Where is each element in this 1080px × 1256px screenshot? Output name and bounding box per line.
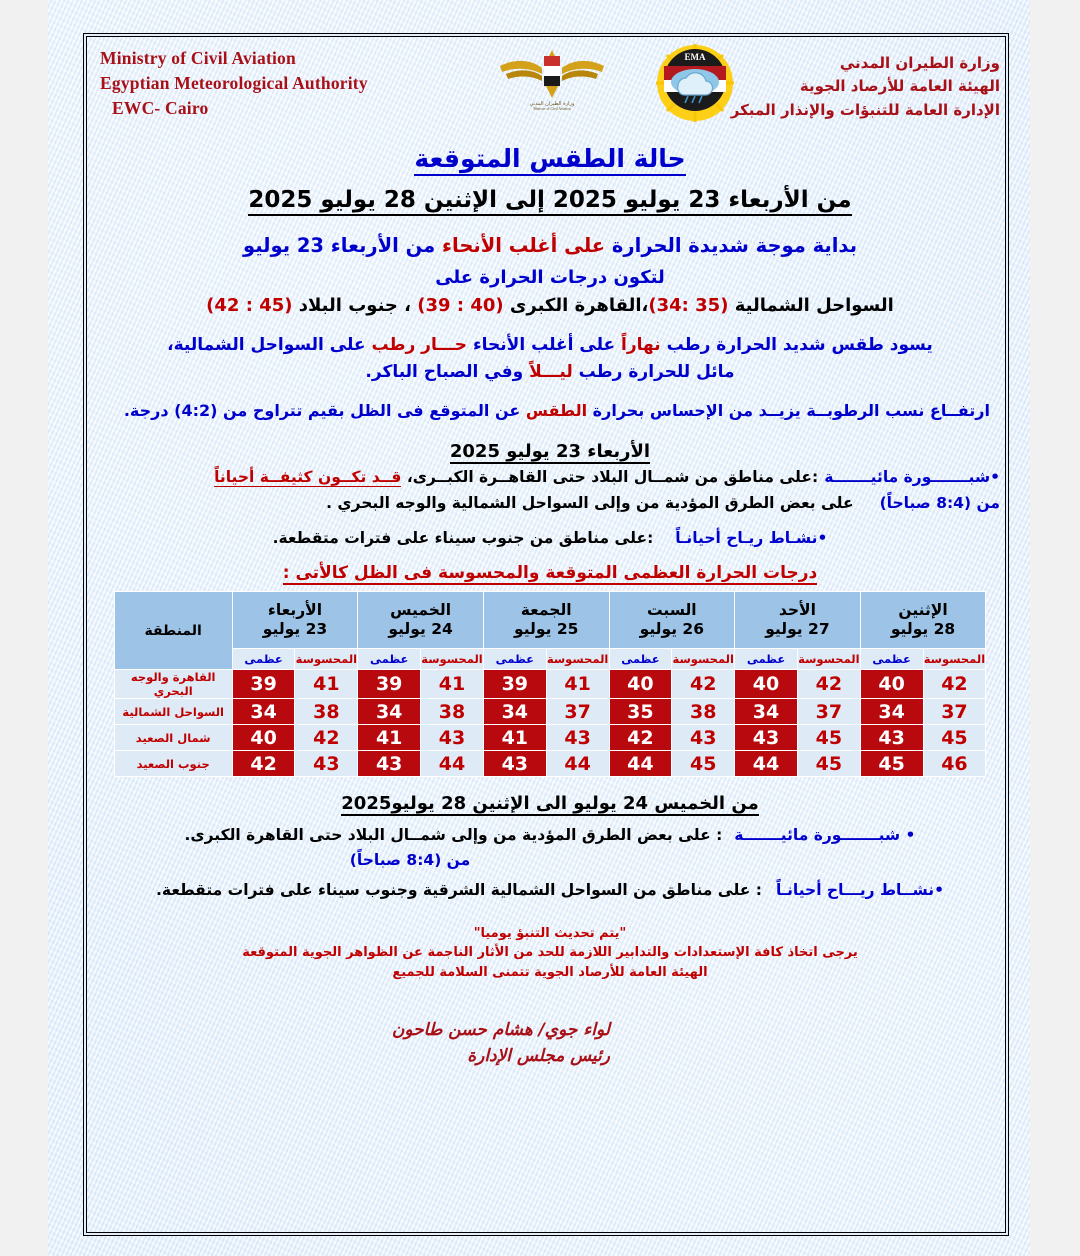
desc-l2-b: وفي الصباح الباكر.: [365, 361, 530, 382]
felt-temp-r3-d1: 44: [421, 751, 484, 777]
max-temp-r1-d1: 34: [358, 699, 421, 725]
range-south-value: (45 : 42): [206, 295, 293, 317]
range-cairo-value: (40 : 39): [417, 295, 504, 317]
day-date-2: 25 يوليو: [514, 620, 579, 639]
subheader-max-day-5: عظمى: [860, 649, 923, 670]
felt-temp-r3-d2: 44: [546, 751, 609, 777]
max-temp-r2-d4: 43: [735, 725, 798, 751]
day2-fog-row: [100, 824, 1000, 846]
table-day-header-3: [609, 592, 735, 649]
day1-fog-value-a: :على مناطق من شمــال البلاد حتى القاهــرة الكبــرى،: [401, 467, 819, 486]
forecast-date-range-text: من الأربعاء 23 يوليو 2025 إلى الإثنين 28 يوليو 2025: [248, 187, 851, 216]
table-row: [114, 751, 986, 777]
felt-temp-r3-d0: 43: [295, 751, 358, 777]
max-temp-r0-d3: 40: [609, 670, 672, 699]
range-south-label: ، جنوب البلاد: [292, 295, 418, 317]
max-temp-r2-d3: 42: [609, 725, 672, 751]
day2-fog-time-row: [100, 849, 1000, 871]
day-name-0: الأربعاء: [267, 600, 323, 619]
day2-wind-label: •نشــاط ريـــاح أحيانـاً: [775, 881, 944, 900]
document-page: [48, 0, 1030, 1256]
svg-text:Ministry of Civil Aviation: Ministry of Civil Aviation: [533, 107, 571, 110]
temperature-ranges: [100, 295, 1000, 316]
desc-l2-a: مائل للحرارة رطب: [572, 361, 735, 382]
desc-l1-b: على أغلب الأنحاء: [467, 335, 622, 356]
day1-wind-row: [100, 527, 1000, 549]
felt-temp-r1-d1: 38: [421, 699, 484, 725]
table-subheader-row: [114, 649, 986, 670]
max-temp-r2-d1: 41: [358, 725, 421, 751]
day-date-1: 24 يوليو: [388, 620, 453, 639]
table-day-header-5: [860, 592, 986, 649]
max-temp-r1-d2: 34: [483, 699, 546, 725]
max-temp-r3-d1: 43: [358, 751, 421, 777]
weather-description-line2: [100, 359, 1000, 385]
max-temp-r3-d3: 44: [609, 751, 672, 777]
day-date-4: 27 يوليو: [765, 620, 830, 639]
footer-note: [100, 924, 1000, 983]
max-temp-r2-d5: 43: [860, 725, 923, 751]
table-row: [114, 725, 986, 751]
subheader-felt-day-5: المحسوسة: [923, 649, 986, 670]
felt-temp-r2-d1: 43: [421, 725, 484, 751]
subheader-max-day-0: عظمى: [232, 649, 295, 670]
signature-title: رئيس مجلس الإدارة: [467, 1045, 610, 1066]
subheader-max-day-1: عظمى: [358, 649, 421, 670]
day-date-0: 23 يوليو: [262, 620, 328, 639]
felt-temp-r2-d4: 45: [797, 725, 860, 751]
max-temp-r3-d5: 45: [860, 751, 923, 777]
weather-description: [100, 332, 1000, 385]
table-day-header-2: [483, 592, 609, 649]
page-title: [100, 144, 1000, 173]
max-temp-r1-d0: 34: [232, 699, 295, 725]
day1-fog-line2: على بعض الطرق المؤدية من وإلى السواحل الشمالية والوجه البحري .: [326, 494, 854, 513]
footer-note-line-3: الهيئة العامة للأرصاد الجوية تتمنى السلامة للجميع: [392, 964, 708, 980]
day-name-2: الجمعة: [520, 600, 572, 619]
page-title-text: حالة الطقس المتوقعة: [414, 144, 685, 176]
table-region-header: المنطقة: [114, 592, 232, 670]
felt-temp-r2-d3: 43: [672, 725, 735, 751]
logos-group: [492, 44, 752, 124]
max-temp-r1-d4: 34: [735, 699, 798, 725]
day1-heading: [100, 441, 1000, 462]
felt-temp-r1-d0: 38: [295, 699, 358, 725]
signature-name: لواء جوي/ هشام حسن طاحون: [391, 1020, 610, 1041]
desc-l1-red2: حـــار رطب: [371, 335, 468, 356]
max-temp-r3-d2: 43: [483, 751, 546, 777]
day-name-5: الإثنين: [898, 600, 948, 619]
day-name-1: الخميس: [390, 600, 452, 619]
range-cairo-label: ،القاهرة الكبرى: [503, 295, 649, 317]
day2-heading-text: من الخميس 24 يوليو الى الإثنين 28 يوليو2025: [341, 793, 759, 815]
header-english-block: [100, 46, 368, 121]
day2-wind-row: [100, 879, 1000, 901]
subheader-felt-day-1: المحسوسة: [421, 649, 484, 670]
day1-fog-value: [214, 466, 818, 488]
civil-aviation-eagle-logo: [492, 48, 612, 110]
region-label-0: القاهرة والوجه البحري: [114, 670, 232, 699]
header-ar-line-2: الهيئة العامة للأرصاد الجوية: [799, 77, 1000, 96]
subheader-max-day-2: عظمى: [483, 649, 546, 670]
subheader-felt-day-0: المحسوسة: [295, 649, 358, 670]
day2-heading: [100, 793, 1000, 814]
alert-subline: لتكون درجات الحرارة على: [435, 267, 665, 289]
felt-temp-r1-d5: 37: [923, 699, 986, 725]
document-content: [100, 44, 1000, 1229]
felt-temp-r3-d5: 46: [923, 751, 986, 777]
meteorological-authority-sun-cloud-logo: [652, 44, 738, 122]
day-name-3: السبت: [646, 600, 697, 619]
desc-l1-a: يسود طقس شديد الحرارة رطب: [660, 335, 933, 356]
desc-l2-red: ليـــلاً: [529, 361, 573, 382]
day1-fog-label: •شبـــــــورة مائيـــــــة: [824, 467, 1000, 486]
table-caption-text: درجات الحرارة العظمى المتوقعة والمحسوسة فى الظل كالأتى :: [282, 563, 818, 584]
day2-fog-value: : على بعض الطرق المؤدية من وإلى شمــال البلاد حتى القاهرة الكبرى.: [184, 826, 723, 845]
header-en-line-1: Ministry of Civil Aviation: [100, 48, 296, 68]
alert-line1-part1: بداية موجة شديدة الحرارة: [605, 234, 858, 257]
region-label-3: جنوب الصعيد: [114, 751, 232, 777]
alert-line1-highlight: على أغلب الأنحاء: [442, 234, 606, 257]
felt-temp-r2-d0: 42: [295, 725, 358, 751]
heatwave-alert: [100, 231, 1000, 260]
footer-note-line-1: "يتم تحديث التنبؤ يوميا": [473, 925, 627, 941]
table-body: [114, 670, 986, 777]
table-row: [114, 699, 986, 725]
felt-temp-r0-d2: 41: [546, 670, 609, 699]
max-temp-r2-d2: 41: [483, 725, 546, 751]
header-ar-line-1: وزارة الطيران المدني: [839, 54, 1000, 72]
day-date-5: 28 يوليو: [890, 620, 956, 639]
max-temp-r0-d2: 39: [483, 670, 546, 699]
subheader-max-day-3: عظمى: [609, 649, 672, 670]
svg-text:وزارة الطيران المدني: وزارة الطيران المدني: [529, 101, 575, 107]
signature-block: [100, 1018, 1000, 1069]
footer-note-line-2: يرجى اتخاذ كافة الإستعدادات والتدابير اللازمة للحد من الأثار الناجمة عن الظواهر الجوية المتوقعة: [242, 945, 858, 961]
max-temp-r0-d1: 39: [358, 670, 421, 699]
range-north-label: السواحل الشمالية: [728, 295, 894, 317]
day1-wind-label: •نشـاط ريـاح أحيانـاً: [675, 528, 828, 547]
felt-temp-r0-d4: 42: [797, 670, 860, 699]
max-temp-r0-d5: 40: [860, 670, 923, 699]
day-name-4: الأحد: [778, 600, 816, 619]
felt-temp-r1-d4: 37: [797, 699, 860, 725]
felt-temp-r0-d1: 41: [421, 670, 484, 699]
day1-wind-value: :على مناطق من جنوب سيناء على فترات متقطعة.: [272, 528, 654, 547]
document-header: [100, 44, 1000, 136]
felt-temp-r1-d3: 38: [672, 699, 735, 725]
table-day-header-1: [358, 592, 484, 649]
table-day-header-4: [735, 592, 861, 649]
felt-temp-r0-d3: 42: [672, 670, 735, 699]
day2-fog-time: من (8:4 صباحاً): [349, 850, 471, 869]
day1-heading-text: الأربعاء 23 يوليو 2025: [449, 440, 651, 462]
subheader-max-day-4: عظمى: [735, 649, 798, 670]
humidity-note-b: عن المتوقع فى الظل بقيم تتراوح من (4:2) درجة.: [123, 400, 526, 420]
weather-description-line1: [100, 332, 1000, 358]
felt-temp-r0-d5: 42: [923, 670, 986, 699]
max-temp-r1-d3: 35: [609, 699, 672, 725]
day1-fog-row2: [100, 492, 1000, 514]
desc-l1-red1: نهاراً: [621, 335, 661, 356]
table-day-header-0: [232, 592, 358, 649]
day1-fog-value-emphasis: قــد تكــون كثيفــة أحياناً: [214, 467, 402, 486]
header-en-line-3: EWC- Cairo: [112, 97, 209, 118]
max-temp-r0-d0: 39: [232, 670, 295, 699]
day2-wind-value: : على مناطق من السواحل الشمالية الشرقية وجنوب سيناء على فترات متقطعة.: [156, 881, 762, 900]
felt-temp-r1-d2: 37: [546, 699, 609, 725]
table-row: [114, 670, 986, 699]
desc-l1-c: على السواحل الشمالية،: [167, 335, 372, 356]
max-temp-r0-d4: 40: [735, 670, 798, 699]
header-ar-line-3: الإدارة العامة للتنبؤات والإنذار المبكر: [730, 100, 1000, 119]
range-north-value: (35 :34): [648, 295, 729, 317]
max-temp-r1-d5: 34: [860, 699, 923, 725]
felt-temp-r3-d3: 45: [672, 751, 735, 777]
svg-text:EMA: EMA: [684, 52, 706, 62]
region-label-1: السواحل الشمالية: [114, 699, 232, 725]
subheader-felt-day-3: المحسوسة: [672, 649, 735, 670]
subheader-felt-day-4: المحسوسة: [797, 649, 860, 670]
day1-fog-time: من (8:4 صباحاً): [879, 494, 1000, 513]
subheader-felt-day-2: المحسوسة: [546, 649, 609, 670]
humidity-note: [100, 399, 1000, 423]
alert-line1-part2: من الأربعاء 23 يوليو: [242, 234, 443, 257]
header-en-line-2: Egyptian Meteorological Authority: [100, 72, 368, 93]
max-temp-r3-d0: 42: [232, 751, 295, 777]
table-caption: [100, 563, 1000, 583]
day-date-3: 26 يوليو: [639, 620, 704, 639]
header-arabic-block: [731, 52, 1000, 122]
day1-fog-row: [100, 466, 1000, 488]
forecast-date-range: [100, 187, 1000, 213]
table-day-header-row: [114, 592, 986, 649]
day2-fog-label: • شبـــــــورة مائيـــــــة: [734, 826, 916, 845]
felt-temp-r3-d4: 45: [797, 751, 860, 777]
felt-temp-r2-d2: 43: [546, 725, 609, 751]
max-temp-r2-d0: 40: [232, 725, 295, 751]
temperature-table: [114, 591, 987, 777]
humidity-note-a: ارتفــاع نسب الرطوبــة يزيــد من الإحساس بحرارة: [587, 400, 990, 420]
humidity-note-red: الطقس: [525, 400, 588, 420]
felt-temp-r2-d5: 45: [923, 725, 986, 751]
felt-temp-r0-d0: 41: [295, 670, 358, 699]
region-label-2: شمال الصعيد: [114, 725, 232, 751]
max-temp-r3-d4: 44: [735, 751, 798, 777]
